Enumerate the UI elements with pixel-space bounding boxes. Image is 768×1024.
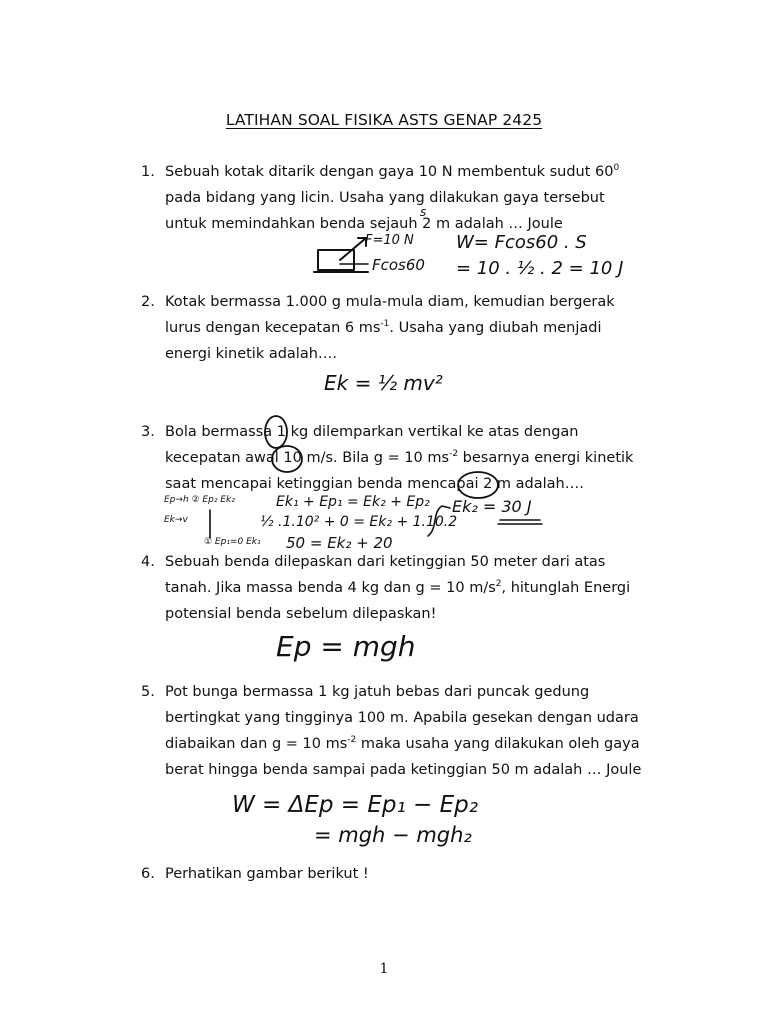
- work-energy-expanded: = mgh − mgh₂: [314, 823, 472, 847]
- force-label: F=10 N: [365, 233, 414, 248]
- superscript: 2: [495, 579, 502, 589]
- question-text: . Usaha yang diubah menjadi: [389, 320, 602, 336]
- q3-handwritten-work: [160, 488, 760, 558]
- superscript: 0: [613, 163, 620, 173]
- simplified-eq: 50 = Ek₂ + 20: [286, 534, 393, 552]
- superscript: -2: [347, 735, 357, 745]
- question-text: Bola bermassa 1 kg dilemparkan vertikal ke atas dengan: [165, 424, 579, 440]
- q5-handwritten-work: [228, 782, 478, 852]
- kinetic-energy-formula: Ek = ½ mv²: [324, 371, 443, 395]
- question-text: potensial benda sebelum dilepaskan!: [165, 606, 437, 622]
- fcos-label: Fcos60: [372, 256, 425, 274]
- displacement-label: s: [420, 205, 427, 219]
- side-note-ek: Ek→v: [164, 515, 188, 525]
- question-text: diabaikan dan g = 10 ms: [165, 736, 348, 752]
- page-number: 1: [379, 961, 389, 977]
- question-text: Kotak bermassa 1.000 g mula-mula diam, kemudian bergerak: [165, 294, 615, 310]
- side-note-bottom: ① Ep₁=0 Ek₁: [204, 537, 261, 547]
- superscript: -1: [380, 319, 390, 329]
- question-text: besarnya energi kinetik: [458, 450, 634, 466]
- question-text: tanah. Jika massa benda 4 kg dan g = 10 m/s: [165, 580, 496, 596]
- q4-handwritten-formula: [272, 622, 452, 672]
- work-energy-eq: W = ΔEp = Ep₁ − Ep₂: [232, 792, 478, 818]
- question-text: Sebuah benda dilepaskan dari ketinggian 50 meter dari atas: [165, 554, 606, 570]
- q2-handwritten-formula: [320, 362, 480, 402]
- question-number: 3.: [141, 424, 155, 440]
- question-number: 4.: [141, 554, 155, 570]
- potential-energy-formula: Ep = mgh: [276, 630, 416, 663]
- circle-mark-velocity: [272, 446, 302, 472]
- document-title: LATIHAN SOAL FISIKA ASTS GENAP 2425: [225, 111, 543, 129]
- question-text: untuk memindahkan benda sejauh 2 m adalah … Joule: [165, 216, 563, 232]
- question-number: 5.: [141, 684, 155, 700]
- question-text: energi kinetik adalah….: [165, 346, 338, 362]
- circle-mark-mass: [265, 416, 287, 448]
- question-text: lurus dengan kecepatan 6 ms: [165, 320, 381, 336]
- question-text: saat mencapai ketinggian benda mencapai 2 m adalah….: [165, 476, 584, 492]
- question-text: , hitunglah Energi: [501, 580, 631, 596]
- substitution-eq: ½ .1.10² + 0 = Ek₂ + 1.10.2: [260, 514, 458, 530]
- question-text: pada bidang yang licin. Usaha yang dilakukan gaya tersebut: [165, 190, 605, 206]
- energy-conservation-eq: Ek₁ + Ep₁ = Ek₂ + Ep₂: [276, 494, 430, 510]
- question-text: Pot bunga bermassa 1 kg jatuh bebas dari puncak gedung: [165, 684, 590, 700]
- question-number: 1.: [141, 164, 155, 180]
- question-text: maka usaha yang dilakukan oleh gaya: [356, 736, 640, 752]
- question-number: 6.: [141, 866, 155, 882]
- question-text: Sebuah kotak ditarik dengan gaya 10 N membentuk sudut 60: [165, 164, 614, 180]
- question-number: 2.: [141, 294, 155, 310]
- work-result: = 10 . ½ . 2 = 10 J: [456, 258, 624, 279]
- question-text: berat hingga benda sampai pada ketinggian 50 m adalah … Joule: [165, 762, 642, 778]
- question-text: bertingkat yang tingginya 100 m. Apabila gesekan dengan udara: [165, 710, 639, 726]
- question-text: kecepatan awal 10 m/s. Bila g = 10 ms: [165, 450, 450, 466]
- question-text: Perhatikan gambar berikut !: [165, 866, 369, 882]
- superscript: -2: [449, 449, 459, 459]
- side-note-ep: Ep→h ② Ep₂ Ek₂: [164, 495, 235, 505]
- q1-handwritten-diagram: [310, 204, 750, 284]
- final-answer: Ek₂ = 30 J: [452, 497, 532, 516]
- work-formula: W= Fcos60 . S: [456, 232, 587, 253]
